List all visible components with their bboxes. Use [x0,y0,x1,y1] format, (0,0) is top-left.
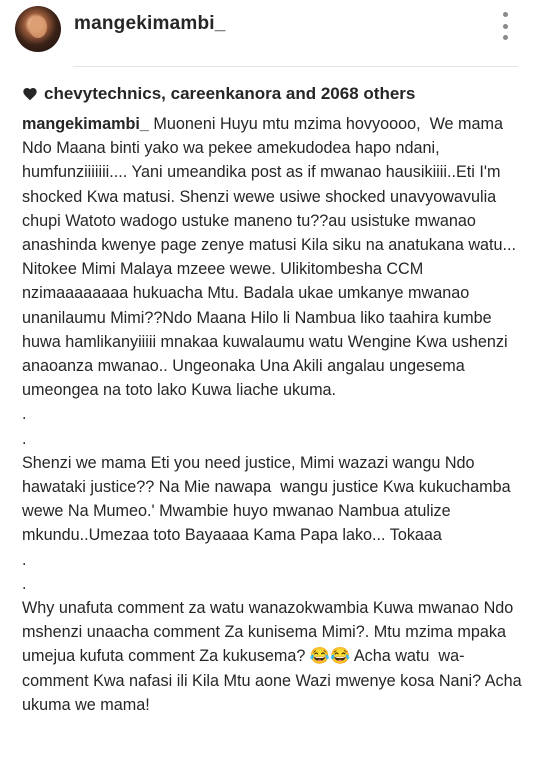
caption-text: Muoneni Huyu mtu mzima hovyoooo, We mama Ndo Maana binti yako wa pekee amekudodea hapo ndani, humfunziiiiiii.... Yani umeandika post as if mwanao hausikiiii..Eti I'm shocked Kwa matusi. Shenzi wewe usiwe shocked unavyowavulia chupi Watoto wadogo ustuke maneno tu??au usistuke mwanao anashinda kwenye page zenye matusi Kila siku na anatukana watu... Nitokee Mimi Malaya mzeee wewe. Ulikitombesha CCM nzimaaaaaaaa hukuacha Mtu. Badala ukae umkanye mwanao unanilaumu Mimi??Ndo Maana Hilo li Nambua liko taahira kumbe huwa hamlikanyiiiii mnakaa kuwalaumu watu Wengine Kwa ushenzi anaoanza mwanao.. Ungeonaka Una Akili angalau ungesema umeongea na toto lako Kuwa liache ukuma. . . Shenzi we mama Eti you need justice, Mimi wazazi wangu Ndo hawataki justice?? Na Mie nawapa wangu justice Kwa kukuchamba wewe Na Mumeo.' Mwambie huyo mwanao Nambua atulize mkundu..Umezaa toto Bayaaaa Kama Papa lako... Tokaaa . . Why unafuta comment za watu wanazokwambia Kuwa mwanao Ndo mshenzi unaacha comment Za kunisema Mimi?. Mtu mzima mpaka umejua kufuta comment Za kukusema? 😂😂 Acha watu wa-comment Kwa nafasi ili Kila Mtu aone Wazi mwenye kosa Nani? Acha ukuma we mama! [22,115,522,714]
caption-author[interactable]: mangekimambi_ [22,115,149,133]
more-options-icon[interactable] [495,12,515,40]
likes-text: chevytechnics, careenkanora and 2068 others [44,84,416,103]
post-caption [22,112,530,717]
likes-row[interactable] [22,84,415,104]
post-username[interactable]: mangekimambi_ [74,13,226,34]
user-avatar[interactable] [15,6,61,52]
more-dot [503,35,508,40]
post-header [0,0,540,62]
header-divider [73,66,518,67]
heart-icon [22,86,38,102]
more-dot [503,12,508,17]
more-dot [503,24,508,29]
